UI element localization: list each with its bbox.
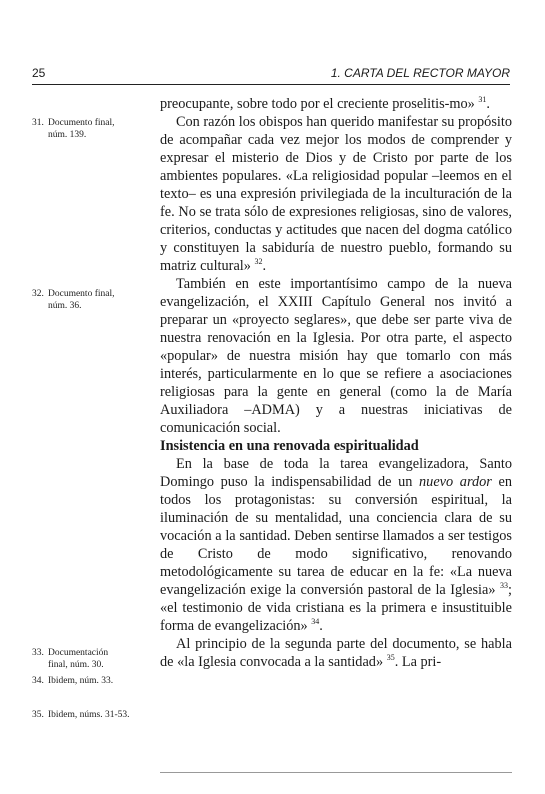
footnote-ref-33: 33 [500, 581, 509, 591]
emphasis: nuevo ardor [419, 474, 492, 490]
paragraph-4: En la base de toda la tarea evangelizadora, Santo Domingo puso la indispensabilidad de un nuevo ardor en todos los protagonistas: su conversión espiritual, la iluminación de su mentalidad, una conciencia clara de su vocación a la santidad. Deben sentirse llamados a ser testigos de Cristo de modo significativo, renovando metodológicamente su tarea de educar en la fe: «La nueva evangelización exige la conversión pastoral de la Iglesia» $^{33}$; «el testimonio de vida cristiana es la primera e insustituible forma de evangelización» $^{34}$. [160, 456, 512, 634]
footnote-ref-31: 31 [478, 95, 487, 105]
page-number: 25 [32, 66, 46, 80]
bottom-rule [160, 772, 512, 773]
paragraph-1: preocupante, sobre todo por el creciente proselitis-mo» $^{31}$. [160, 95, 490, 112]
footnote-ref-35: 35 [386, 653, 395, 663]
margin-note-35: 35. Ibidem, núms. 31-53. [32, 710, 130, 720]
page-header [32, 66, 510, 84]
paragraph-3: También en este importantísimo campo de la nueva evangelización, el XXIII Capítulo General nos invitó a preparar un «proyecto seglares», que debe ser parte viva de nuestra renovación en la Iglesia. Por otra parte, el aspecto «popular» de nuestra misión hay que tomarlo con más interés, particularmente en lo que se refiere a asociaciones religiosas para la gente en general (como la de María Auxiliadora –ADMA) y a nuestras iniciativas de comunicación social. [160, 276, 512, 436]
footnote-ref-34: 34 [311, 617, 320, 627]
section-heading: Insistencia en una renovada espiritualidad [160, 438, 419, 454]
main-text [160, 95, 512, 671]
header-rule [32, 84, 510, 85]
footnote-ref-32: 32 [254, 257, 263, 267]
margin-note-31: 31. Documento final, núm. 139. [32, 118, 115, 140]
running-title: 1. CARTA DEL RECTOR MAYOR [330, 66, 510, 80]
margin-note-34: 34. Ibidem, núm. 33. [32, 676, 114, 686]
margin-note-33: 33. Documentación final, núm. 30. [32, 648, 109, 670]
paragraph-2: Con razón los obispos han querido manifestar su propósito de acompañar cada vez mejor los modos de comprender y expresar el misterio de Dios y de Cristo por parte de los ambientes populares. «La religiosidad popular –leemos en el texto– es una expresión privilegiada de la inculturación de la fe. No se trata sólo de expresiones religiosas, sino de valores, criterios, conductas y actitudes que nacen del dogma católico y constituyen la sabiduría de nuestro pueblo, formando su matriz cultural» $^{32}$. [160, 114, 512, 274]
margin-note-32: 32. Documento final, núm. 36. [32, 289, 115, 311]
paragraph-5: Al principio de la segunda parte del documento, se habla de «la Iglesia convocada a la santidad» $^{35}$. La pri- [160, 636, 512, 670]
